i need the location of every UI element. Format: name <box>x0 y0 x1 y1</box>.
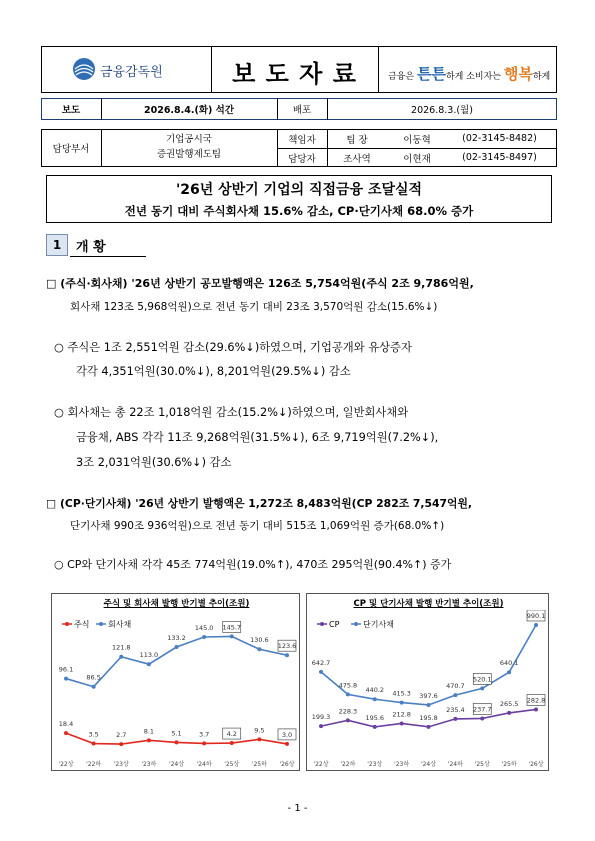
data-point <box>257 647 261 651</box>
data-point <box>202 741 206 745</box>
tick-label: '26상 <box>279 761 295 768</box>
data-label: 640.1 <box>499 659 519 668</box>
data-point <box>534 707 538 711</box>
press-value: 2026.8.4.(화) 석간 <box>143 105 234 116</box>
data-point <box>230 741 234 745</box>
data-label: 199.3 <box>311 713 331 722</box>
data-point <box>400 701 404 705</box>
data-point <box>147 662 151 666</box>
tick-label: '22상 <box>58 761 74 768</box>
slogan-word-strong: 튼튼 <box>416 65 446 83</box>
tick-label: '25상 <box>474 761 490 768</box>
para-stocks-l1: ○ 주식은 1조 2,551억원 감소(29.6%↓)하였으며, 기업공개와 유상증자 <box>54 341 412 354</box>
data-point <box>319 724 323 728</box>
data-label: 133.2 <box>167 634 186 643</box>
tick-label: '25상 <box>224 761 240 768</box>
data-label: 145.0 <box>194 624 214 632</box>
staff-title: 조사역 <box>343 153 371 165</box>
tick-label: '23하 <box>141 761 157 768</box>
data-point <box>175 740 179 744</box>
data-label: 3.7 <box>198 730 210 739</box>
resp-title: 팀 장 <box>346 134 368 146</box>
resp-phone: (02-3145-8482) <box>462 133 537 144</box>
data-label: 475.8 <box>338 681 358 690</box>
staff-label: 담당자 <box>288 153 316 165</box>
data-label: 9.5 <box>254 726 265 735</box>
data-point <box>346 692 350 696</box>
section-number: 1 <box>46 234 68 256</box>
data-label: 195.8 <box>419 713 438 722</box>
data-label: 228.3 <box>338 707 358 716</box>
data-label: 2.7 <box>116 731 127 740</box>
data-point <box>373 697 377 701</box>
legend-marker <box>320 622 324 626</box>
legend-marker <box>354 622 358 626</box>
data-point <box>119 655 123 659</box>
data-label: 130.6 <box>250 636 269 645</box>
data-point <box>480 686 484 690</box>
tick-label: '25하 <box>251 761 267 768</box>
data-label: 282.8 <box>526 696 546 705</box>
press-label: 보도 <box>61 105 81 116</box>
chart-svg <box>52 610 299 770</box>
data-point <box>119 742 123 746</box>
para-stocks-bonds-l1: □ (주식·회사채) '26년 상반기 공모발행액은 126조 5,754억원(주식 2조 9,786억원, <box>46 277 474 290</box>
data-point <box>480 716 484 720</box>
data-label: 121.8 <box>111 643 131 652</box>
page-number: - 1 - <box>287 803 308 814</box>
headline-title: '26년 상반기 기업의 직접금융 조달실적 <box>175 182 423 198</box>
data-point <box>453 717 457 721</box>
data-point <box>257 737 261 741</box>
legend-label: 단기사채 <box>363 620 394 629</box>
para-stocks-bonds-l2: 회사채 123조 5,968억원)으로 전년 동기 대비 23조 3,570억원 감소(15.6%↓) <box>70 301 438 313</box>
press-release-title: 보 도 자 료 <box>232 60 357 88</box>
staff-name: 이현재 <box>403 153 431 165</box>
data-label: 113.0 <box>139 651 159 660</box>
headline-subtitle: 전년 동기 대비 주식회사채 15.6% 감소, CP·단기사채 68.0% 증가 <box>124 204 474 218</box>
data-point <box>534 623 538 627</box>
data-label: 237.7 <box>472 705 492 714</box>
header-divider <box>378 46 379 93</box>
legend-marker <box>65 622 69 626</box>
dist-label: 배포 <box>292 105 312 116</box>
data-point <box>64 731 68 735</box>
para-bonds-l3: 3조 2,031억원(30.6%↓) 감소 <box>76 456 232 469</box>
slogan-word-happy: 행복 <box>503 65 533 83</box>
data-point <box>427 725 431 729</box>
para-bonds-l2: 금융채, ABS 각각 11조 9,268억원(31.5%↓), 6조 9,719억원(7.2%↓), <box>76 431 439 444</box>
chart-cp-short-bonds <box>306 593 549 771</box>
data-point <box>400 721 404 725</box>
chart-title: CP 및 단기사채 발행 반기별 추이(조원) <box>353 599 504 609</box>
data-label: 470.7 <box>446 682 465 691</box>
data-point <box>92 685 96 689</box>
data-point <box>346 718 350 722</box>
legend-label: CP <box>329 620 340 629</box>
data-label: 4.2 <box>226 730 237 739</box>
para-stocks-l2: 각각 4,351억원(30.0%↓), 8,201억원(29.5%↓) 감소 <box>76 365 351 378</box>
data-point <box>285 653 289 657</box>
data-label: 5.1 <box>171 729 182 738</box>
data-label: 212.8 <box>392 710 411 719</box>
data-point <box>92 742 96 746</box>
chart-svg <box>307 610 548 770</box>
data-label: 96.1 <box>58 665 74 674</box>
data-label: 86.5 <box>86 673 101 682</box>
data-label: 642.7 <box>311 658 331 667</box>
chart-stocks-bonds <box>51 593 300 771</box>
tick-label: '24상 <box>420 761 437 768</box>
data-point <box>285 742 289 746</box>
data-label: 3.5 <box>88 730 99 739</box>
data-point <box>175 645 179 649</box>
para-cp-l2: 단기사채 990조 936억원)으로 전년 동기 대비 515조 1,069억원 증가(68.0%↑) <box>70 520 445 532</box>
data-label: 415.3 <box>392 689 411 698</box>
resp-name: 이동혁 <box>403 134 431 146</box>
tick-label: '24상 <box>168 761 185 768</box>
data-point <box>147 738 151 742</box>
tick-label: '23상 <box>367 761 383 768</box>
data-label: 520.1 <box>472 675 492 684</box>
dist-value: 2026.8.3.(월) <box>411 105 473 116</box>
tick-label: '25하 <box>501 761 517 768</box>
data-point <box>373 725 377 729</box>
tick-label: '22하 <box>86 761 102 768</box>
legend-label: 주식 <box>74 620 90 629</box>
data-label: 265.5 <box>499 699 519 708</box>
data-point <box>64 677 68 681</box>
data-label: 18.4 <box>58 720 74 729</box>
data-point <box>507 670 511 674</box>
data-label: 397.6 <box>419 691 438 700</box>
legend-marker <box>99 622 103 626</box>
para-cp-l1: □ (CP·단기사채) '26년 상반기 발행액은 1,272조 8,483억원(CP 282조 7,547억원, <box>46 497 473 510</box>
tick-label: '26상 <box>528 761 544 768</box>
chart-title: 주식 및 회사채 발행 반기별 추이(조원) <box>103 599 250 609</box>
data-point <box>507 711 511 715</box>
tick-label: '23하 <box>394 761 410 768</box>
data-label: 440.2 <box>365 686 385 695</box>
fss-logo-icon <box>72 57 96 81</box>
data-label: 123.6 <box>277 642 297 651</box>
data-label: 235.4 <box>446 705 465 714</box>
data-point <box>319 670 323 674</box>
dept-name: 기업공시국 증권발행제도팀 <box>156 134 222 160</box>
data-label: 3.0 <box>281 730 293 739</box>
para-cp-detail: ○ CP와 단기사채 각각 45조 774억원(19.0%↑), 470조 295억원(90.4%↑) 증가 <box>54 558 452 571</box>
slogan: 금융은 튼튼하게 소비자는 행복하게 <box>388 65 551 83</box>
tick-label: '23상 <box>113 761 129 768</box>
data-label: 990.1 <box>526 611 546 620</box>
tick-label: '22하 <box>340 761 356 768</box>
dept-label: 담당부서 <box>52 144 90 155</box>
data-label: 8.1 <box>143 727 155 736</box>
data-point <box>230 634 234 638</box>
para-bonds-l1: ○ 회사채는 총 22조 1,018억원 감소(15.2%↓)하였으며, 일반회사채와 <box>54 406 409 419</box>
data-point <box>427 703 431 707</box>
legend-label: 회사채 <box>108 620 132 629</box>
data-label: 195.6 <box>365 713 385 722</box>
data-label: 145.7 <box>222 623 242 632</box>
section-underline <box>70 256 146 257</box>
data-point <box>453 693 457 697</box>
section-title: 개 황 <box>76 240 106 255</box>
tick-label: '24하 <box>447 761 463 768</box>
tick-label: '24하 <box>196 761 212 768</box>
data-point <box>202 635 206 639</box>
resp-label: 책임자 <box>288 134 316 146</box>
staff-phone: (02-3145-8497) <box>462 152 537 163</box>
tick-label: '22상 <box>313 761 329 768</box>
org-name: 금융감독원 <box>100 65 163 80</box>
